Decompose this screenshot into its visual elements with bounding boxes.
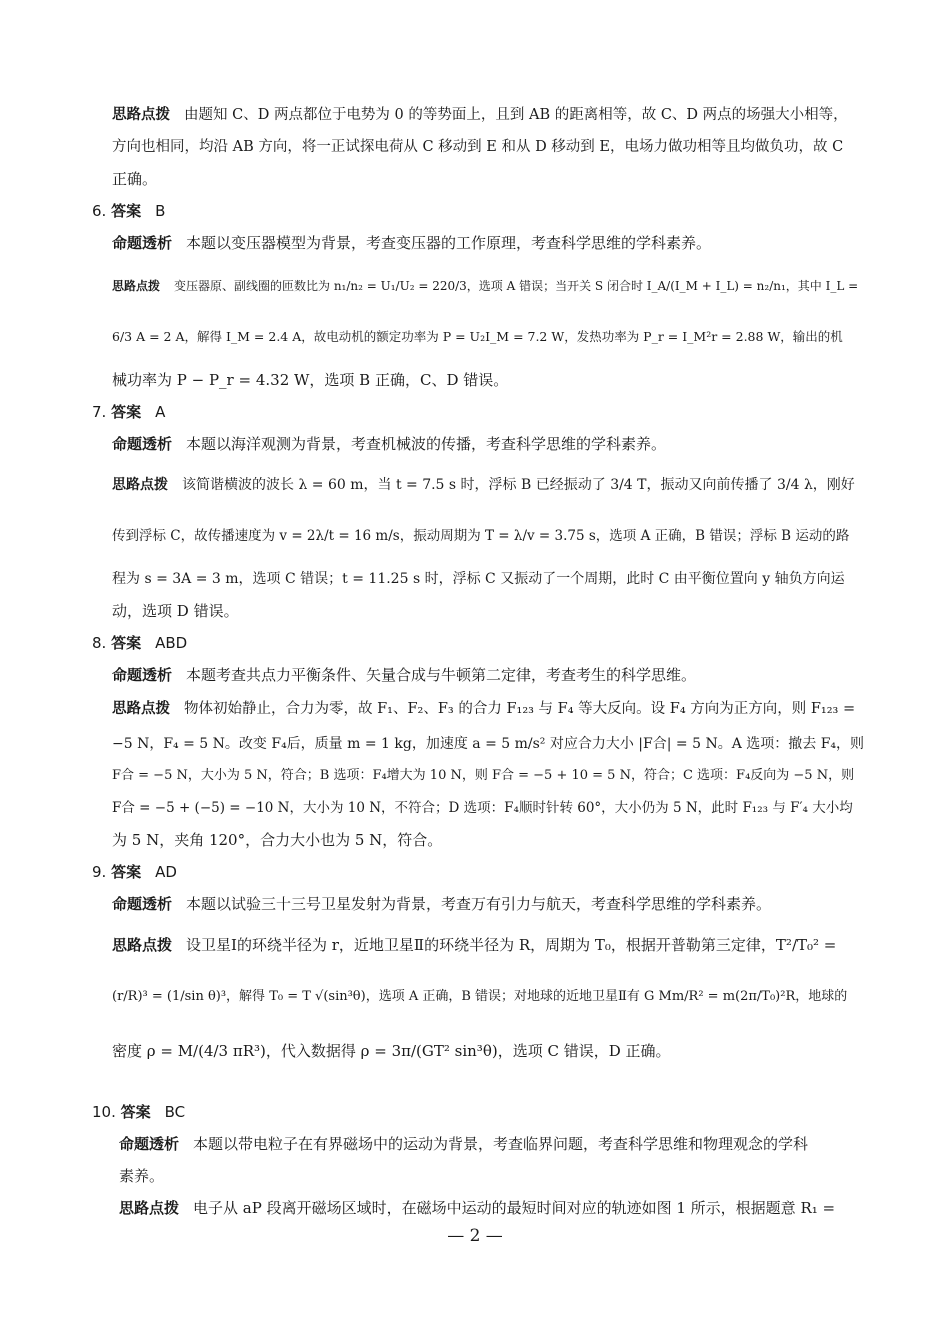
section-label: 思路点拨 [112,936,173,954]
answer-heading [92,861,177,883]
explanation-line [112,600,239,622]
section-label: 命题透析 [112,895,173,913]
question-number: 6. [92,202,107,220]
line-text: 为 5 N，夹角 120°，合力大小也为 5 N，符合。 [112,831,443,849]
explanation-line [112,893,771,915]
answer-label: 答案 [111,634,142,652]
explanation-line [112,275,858,297]
question-number: 10. [92,1103,116,1121]
answer-value: A [155,403,166,421]
question-number: 8. [92,634,107,652]
question-number: 9. [92,863,107,881]
section-label: 命题透析 [112,666,173,684]
explanation-line [112,326,843,348]
answer-heading [92,1101,185,1123]
explanation-line [112,986,847,1008]
explanation-line [112,433,666,455]
explanation-line [112,765,854,787]
line-text: F合 = −5 N，大小为 5 N，符合；B 选项：F₄增大为 10 N，则 F合 = −5 + 10 = 5 N，符合；C 选项：F₄反向为 −5 N，则 [112,768,855,783]
explanation-line [112,733,864,755]
explanation-line [112,474,855,496]
explanation-line [119,1133,808,1155]
line-text: 械功率为 P − P_r = 4.32 W，选项 B 正确，C、D 错误。 [112,371,509,389]
answer-label: 答案 [111,202,142,220]
answer-label: 答案 [120,1103,151,1121]
line-text: 方向也相同，均沿 AB 方向，将一正试探电荷从 C 移动到 E 和从 D 移动到 E，电场力做功相等且均做负功，故 C [112,139,844,155]
explanation-line [112,934,836,956]
line-text: 该简谐横波的波长 λ = 60 m，当 t = 7.5 s 时，浮标 B 已经振动了 3/4 T，振动又向前传播了 3/4 λ，刚好 [182,477,855,493]
line-text: 密度 ρ = M/(4/3 πR³)，代入数据得 ρ = 3π/(GT² sin³θ)，选项 C 错误，D 正确。 [112,1042,671,1060]
answer-value: B [155,202,166,220]
explanation-line [112,525,849,547]
question-number: 7. [92,403,107,421]
line-text: 正确。 [112,170,158,188]
explanation-line [119,1197,835,1219]
section-label: 思路点拨 [119,1199,180,1217]
section-label: 思路点拨 [112,279,161,293]
section-label: 思路点拨 [112,107,170,123]
line-text: 程为 s = 3A = 3 m，选项 C 错误；t = 11.25 s 时，浮标 C 又振动了一个周期，此时 C 由平衡位置向 y 轴负方向运 [112,571,845,587]
explanation-line [112,664,696,686]
line-text: 物体初始静止，合力为零，故 F₁、F₂、F₃ 的合力 F₁₂₃ 与 F₄ 等大反向。设 F₄ 方向为正方向，则 F₁₂₃ = [184,701,856,717]
answer-heading [92,632,187,654]
explanation-line [112,136,843,158]
section-label: 思路点拨 [112,701,170,717]
line-text: 传到浮标 C，故传播速度为 v = 2λ/t = 16 m/s，振动周期为 T = λ/v = 3.75 s，选项 A 正确，B 错误；浮标 B 运动的路 [112,528,850,544]
explanation-line [112,104,848,126]
section-label: 命题透析 [119,1135,180,1153]
explanation-line [112,232,711,254]
line-text: 本题以变压器模型为背景，考查变压器的工作原理，考查科学思维的学科素养。 [186,234,712,252]
line-text: 由题知 C、D 两点都位于电势为 0 的等势面上，且到 AB 的距离相等，故 C、D 两点的场强大小相等， [184,107,848,123]
answer-label: 答案 [111,863,142,881]
answer-value: ABD [155,634,188,652]
answer-label: 答案 [111,403,142,421]
explanation-line [112,698,855,720]
line-text: −5 N，F₄ = 5 N。改变 F₄后，质量 m = 1 kg，加速度 a = 5 m/s² 对应合力大小 |F合| = 5 N。A 选项：撤去 F₄，则 [112,736,865,752]
line-text: 本题以海洋观测为背景，考查机械波的传播，考查科学思维的学科素养。 [186,435,667,453]
line-text: 本题以带电粒子在有界磁场中的运动为背景，考查临界问题，考查科学思维和物理观念的学科 [193,1135,809,1153]
section-label: 思路点拨 [112,477,168,493]
line-text: 素养。 [119,1167,165,1185]
explanation-line [119,1165,164,1187]
explanation-line [112,829,442,851]
answer-value: BC [164,1103,186,1121]
line-text: 动，选项 D 错误。 [112,602,239,620]
answer-value: AD [155,863,177,881]
section-label: 命题透析 [112,435,173,453]
page-number: — 2 — [447,1226,503,1246]
explanation-line [112,168,157,190]
line-text: 本题以试验三十三号卫星发射为背景，考查万有引力与航天，考查科学思维的学科素养。 [186,895,772,913]
answer-heading [92,200,165,222]
line-text: 电子从 aP 段离开磁场区域时，在磁场中运动的最短时间对应的轨迹如图 1 所示，根据题意 R₁ = [193,1199,836,1217]
answer-heading [92,401,165,423]
explanation-line [112,1040,671,1062]
line-text: (r/R)³ = (1/sin θ)³，解得 T₀ = T √(sin³θ)，选项 A 正确，B 错误；对地球的近地卫星Ⅱ有 G Mm/R² = m(2π/T₀)²R，地球的 [112,989,848,1004]
line-text: 变压器原、副线圈的匝数比为 n₁/n₂ = U₁/U₂ = 220/3，选项 A 错误；当开关 S 闭合时 I_A/(I_M + I_L) = n₂/n₁，其中 I_L = [174,279,859,293]
explanation-line [112,797,853,819]
line-text: F合 = −5 + (−5) = −10 N，大小为 10 N，不符合；D 选项：F₄顺时针转 60°，大小仍为 5 N，此时 F₁₂₃ 与 F′₄ 大小均 [112,800,853,816]
explanation-line [112,568,845,590]
line-text: 6/3 A = 2 A，解得 I_M = 2.4 A，故电动机的额定功率为 P = U₂I_M = 7.2 W，发热功率为 P_r = I_M²r = 2.88 W，输出的机 [112,329,843,344]
line-text: 本题考查共点力平衡条件、矢量合成与牛顿第二定律，考查考生的科学思维。 [186,666,697,684]
line-text: 设卫星Ⅰ的环绕半径为 r，近地卫星Ⅱ的环绕半径为 R，周期为 T₀，根据开普勒第三定律，T²/T₀² = [186,936,837,954]
explanation-line [112,369,508,391]
section-label: 命题透析 [112,234,173,252]
